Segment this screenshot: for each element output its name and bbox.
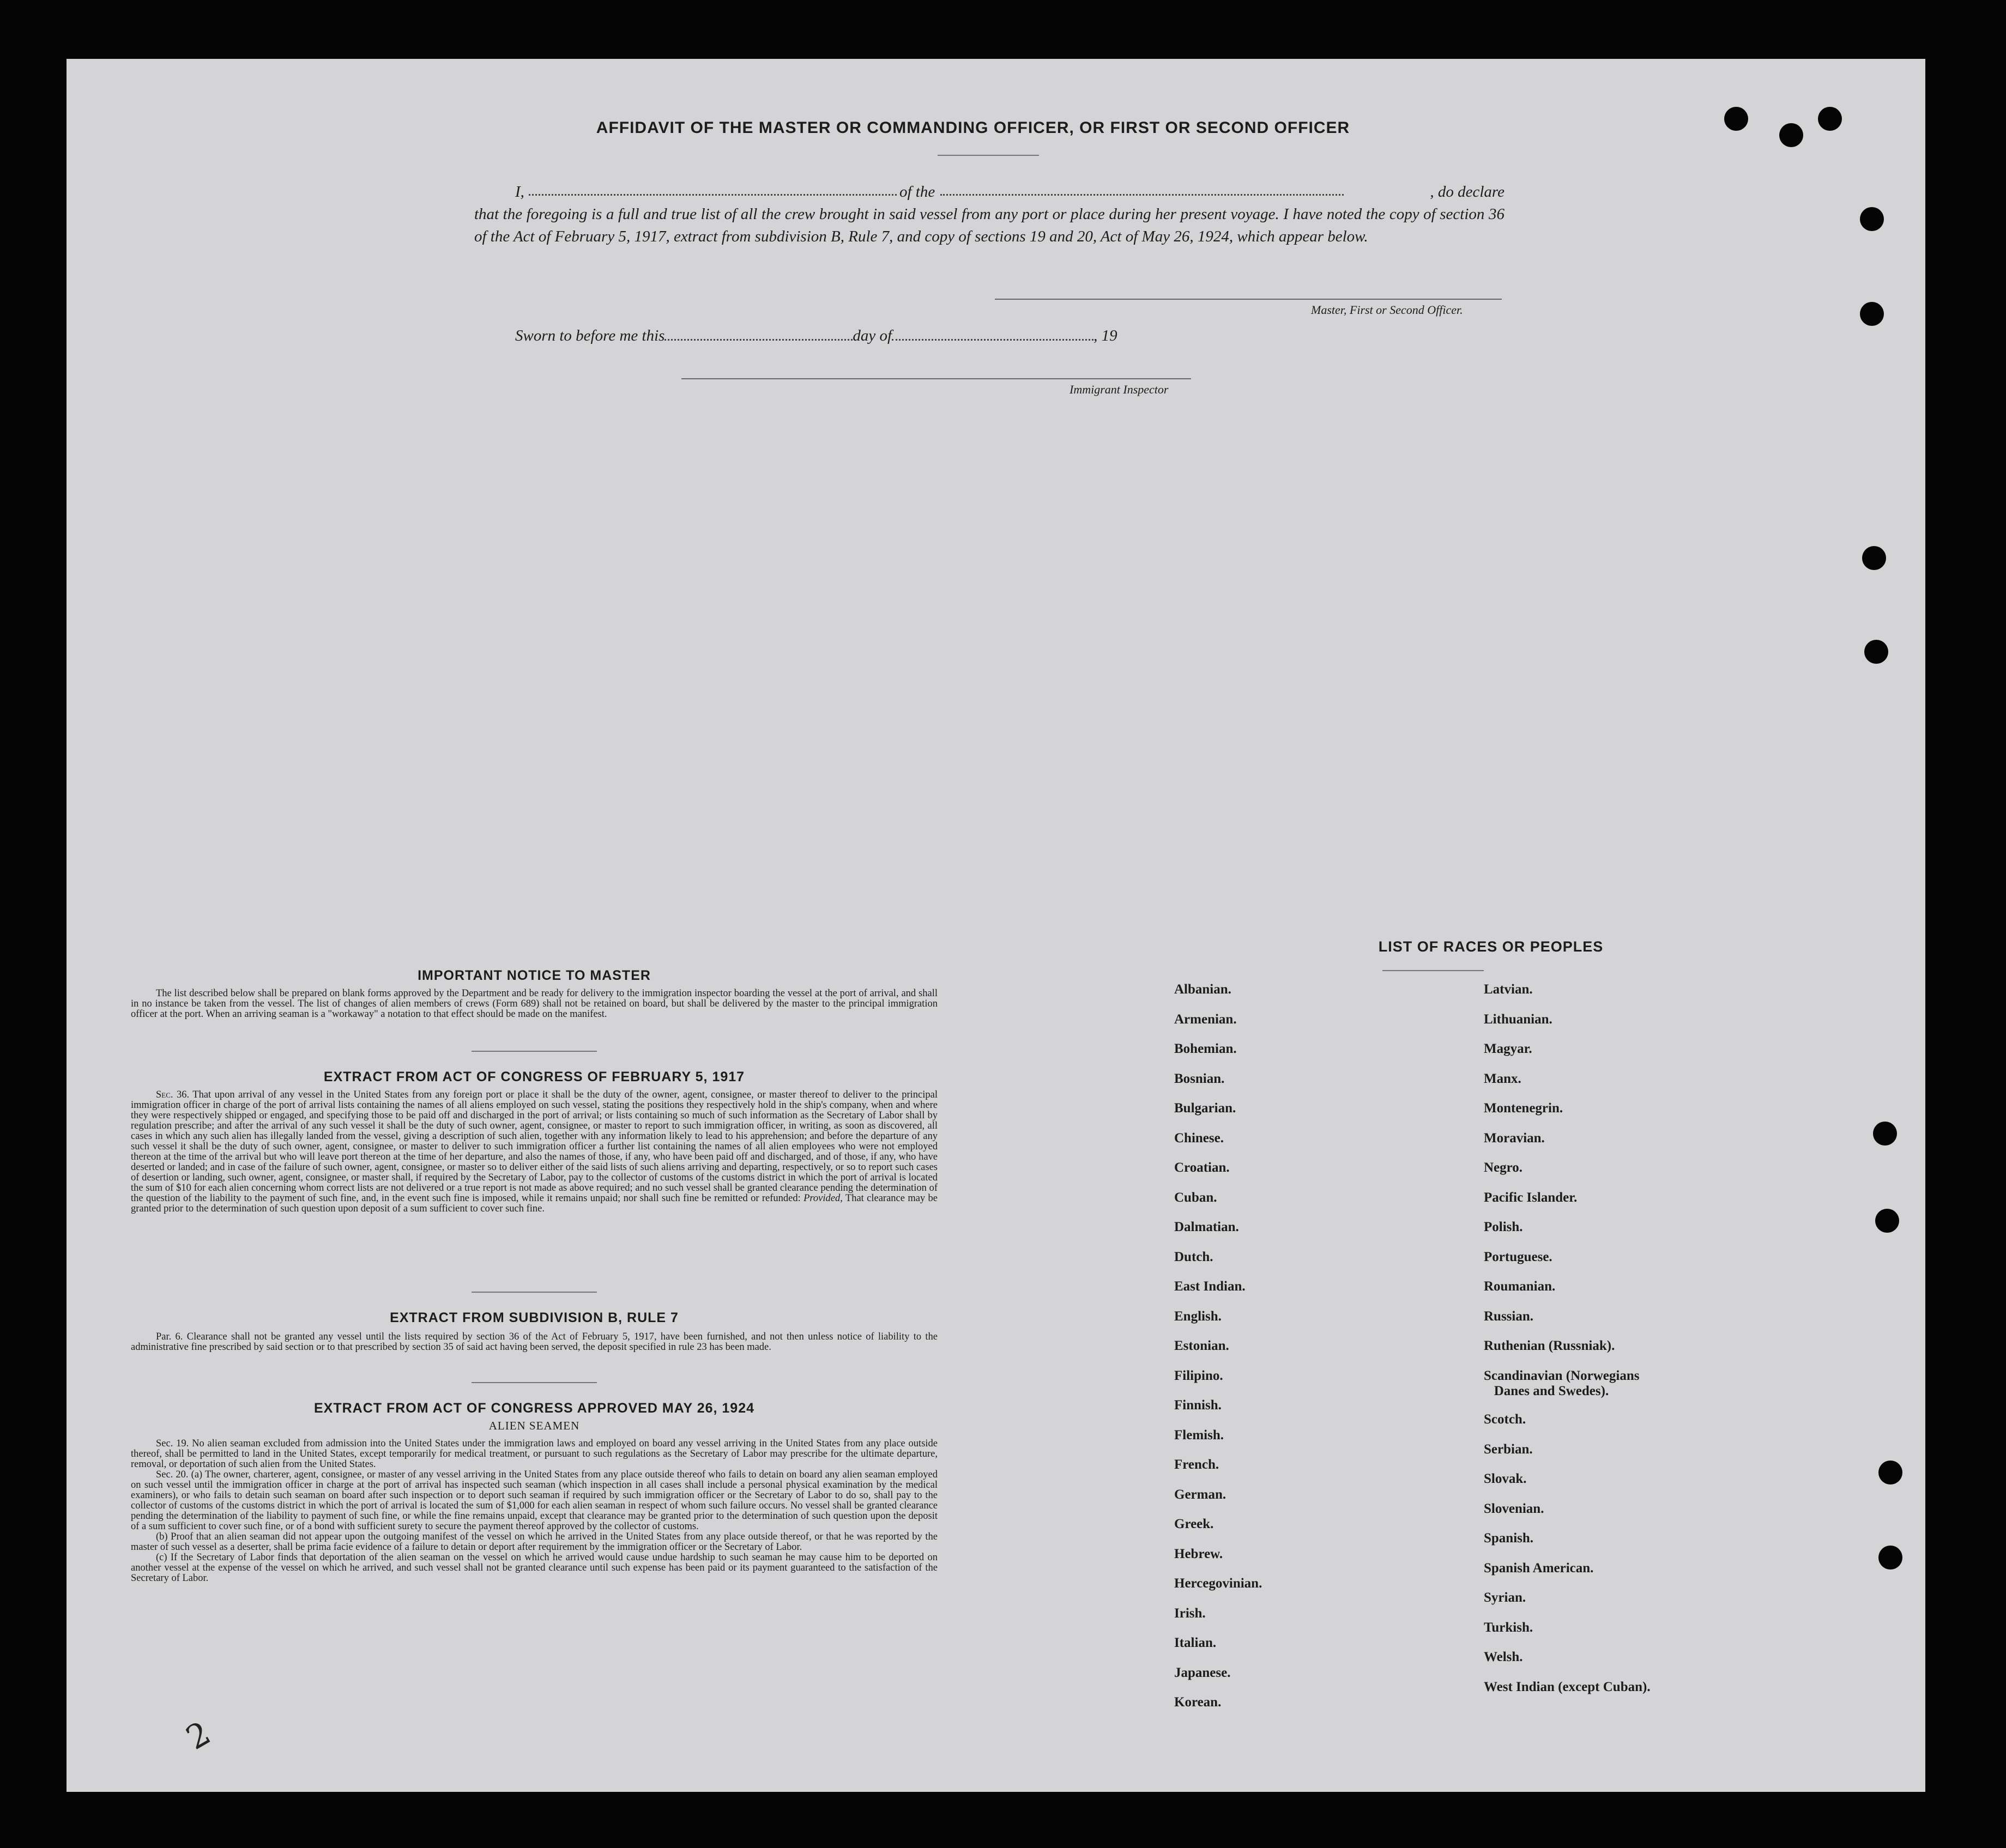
race-item: Portuguese. [1484, 1249, 1552, 1264]
race-item: Lithuanian. [1484, 1011, 1552, 1027]
race-item: Scandinavian (Norwegians Danes and Swedes). [1484, 1368, 1640, 1398]
extract-1924-title: EXTRACT FROM ACT OF CONGRESS APPROVED MAY 26, 1924 [313, 1401, 755, 1416]
sec20c-paragraph: (c) If the Secretary of Labor finds that deportation of the alien seaman on the vessel on which he arrived would cause undue hardship to such seaman he may cause him to be deported on another vessel at the expense of the vessel on which he arrived, and such vessel shall not be granted clearance until such expense has been paid or its payment guaranteed to the satisfaction of the Secretary of Labor. [131, 1552, 938, 1584]
rule7-text [131, 1332, 938, 1353]
inspector-signature-line[interactable] [681, 378, 1191, 379]
race-item: East Indian. [1174, 1279, 1246, 1294]
master-signature-line[interactable] [995, 299, 1502, 300]
alien-seamen-subtitle: ALIEN SEAMEN [488, 1419, 580, 1432]
race-item: French. [1174, 1457, 1219, 1472]
punch-hole [1818, 107, 1842, 131]
punch-hole [1864, 640, 1888, 664]
race-item: Russian. [1484, 1308, 1534, 1324]
sec36-text-end: That clearance may be granted prior to the determination of such question upon deposit of a sum sufficient to cover such fine. [131, 1193, 938, 1214]
race-item: Flemish. [1174, 1427, 1224, 1443]
proviso-word: Provided, [803, 1193, 843, 1204]
sworn-line [515, 327, 1117, 345]
race-item: Pacific Islander. [1484, 1190, 1578, 1205]
vessel-blank[interactable] [940, 194, 1344, 196]
punch-hole [1860, 302, 1884, 326]
race-item: German. [1174, 1487, 1226, 1502]
punch-hole [1724, 107, 1748, 131]
divider [472, 1292, 597, 1293]
race-item: Roumanian. [1484, 1279, 1556, 1294]
sec19-paragraph [131, 1439, 938, 1470]
divider [472, 1051, 597, 1052]
sec36-text: That upon arrival of any vessel in the United States from any foreign port or place it shall be the duty of the owner, agent, consignee, or master thereof to deliver to the principal immigration officer in charge of the port of arrival lists containing the names of all aliens employed on such vessel, stating the positions they respectively hold in the ship's company, when and where they were respectively shipped or engaged, and specifying those to be paid off and discharged in the port of arrival; or lists containing so much of such information as the Secretary of Labor shall by regulation prescribe; and after the arrival of any such vessel it shall be the duty of such owner, agent, consignee, or master to report to such immigration officer, in writing, as soon as discovered, all cases in which any such alien has illegally landed from the vessel, giving a description of such alien, together with any information likely to lead to his apprehension; and before the departure of any such vessel it shall be the duty of such owner, agent, consignee, or master to deliver to such immigration officer a further list containing the names of all alien employees who were not employed thereon at the time of the arrival but who will leave port thereon at the time of her departure, and also the names of those, if any, who have been paid off and discharged, and of those, if any, who have deserted or landed; and in case of the failure of such owner, agent, consignee, or master so to deliver either of the said lists of such aliens arriving and departing, respectively, or so to report such cases of desertion or landing, such owner, agent, consignee, or master shall, if required by the Secretary of Labor, pay to the collector of customs of the customs district in which the port of arrival is located the sum of $10 for each alien concerning whom correct lists are not delivered or a true report is not made as above required; and no such vessel shall be granted clearance pending the determination of the question of the liability to the payment of such fine, and, in the event such fine is imposed, while it remains unpaid; nor shall such fine be remitted or refunded: [131, 1089, 938, 1204]
race-item: Bosnian. [1174, 1071, 1225, 1086]
divider [1382, 970, 1484, 971]
punch-hole [1878, 1546, 1902, 1570]
sec20a-paragraph [131, 1470, 938, 1532]
race-item: Slovak. [1484, 1471, 1527, 1486]
sec19-text: No alien seaman excluded from admission into the United States under the immigration laws and employed on board any vessel arriving in the United States from any place outside thereof, shall be permitted to land in the United States, except temporarily for medical treatment, or pursuant to such regulations as the Secretary of Labor may prescribe for the ultimate departure, removal, or deportation of such alien from the United States. [131, 1438, 938, 1470]
race-item: Serbian. [1484, 1441, 1533, 1457]
notice-title: IMPORTANT NOTICE TO MASTER [418, 968, 651, 983]
race-item: Japanese. [1174, 1665, 1231, 1680]
sworn-day-of: day of [853, 327, 892, 344]
race-item: Spanish American. [1484, 1560, 1594, 1576]
race-item: Chinese. [1174, 1130, 1224, 1146]
race-item: Spanish. [1484, 1531, 1534, 1546]
race-item: Albanian. [1174, 982, 1231, 997]
race-item: Cuban. [1174, 1190, 1217, 1205]
race-item: Syrian. [1484, 1590, 1526, 1605]
race-item: Negro. [1484, 1160, 1523, 1175]
par6-text: Clearance shall not be granted any vessel until the lists required by section 36 of the Act of February 5, 1917, have been furnished, and not then unless notice of liability to the administrative fine prescribed by said section or to that prescribed by section 35 of said act having been served, the deposit specified in rule 23 has been made. [131, 1331, 938, 1353]
race-item: Turkish. [1484, 1620, 1533, 1635]
sworn-prefix: Sworn to before me this [515, 327, 665, 344]
race-item: Italian. [1174, 1635, 1217, 1650]
race-item: Welsh. [1484, 1650, 1523, 1664]
sec36-paragraph [131, 1090, 938, 1214]
race-item: Latvian. [1484, 982, 1533, 997]
race-item: Greek. [1174, 1517, 1214, 1531]
sec19-label: Sec. 19. [156, 1438, 189, 1449]
punch-hole [1860, 207, 1884, 231]
races-title: LIST OF RACES OR PEOPLES [1378, 938, 1604, 955]
affidavit-title: AFFIDAVIT OF THE MASTER OR COMMANDING OFFICER, OR FIRST OR SECOND OFFICER [596, 119, 1350, 137]
sec20b-paragraph: (b) Proof that an alien seaman did not appear upon the outgoing manifest of the vessel on which he arrived in the United States from any place outside thereof, or that he was reported by the master of such vessel as a deserter, shall be prima facie evidence of a failure to detain or deport after requirement by the immigration officer or the Secretary of Labor. [131, 1531, 938, 1553]
race-item: Ruthenian (Russniak). [1484, 1338, 1615, 1353]
race-item: Montenegrin. [1484, 1101, 1563, 1116]
race-item: Dutch. [1174, 1249, 1213, 1264]
race-item: Armenian. [1174, 1011, 1237, 1027]
notice-paragraph: The list described below shall be prepared on blank forms approved by the Department and be ready for delivery to the immigration inspector boarding the vessel at the port of arrival, and shall in no instance be taken from the vessel. The list of changes of alien members of crews (Form 689) shall not be retained on board, but shall be delivered by the master to the principal immigration officer at the port. When an arriving seaman is a "workaway" a notation to that effect should be made on the manifest. [131, 988, 938, 1020]
par6-paragraph [131, 1332, 938, 1353]
inspector-caption: Immigrant Inspector [1070, 383, 1169, 396]
race-item: Polish. [1484, 1220, 1523, 1234]
race-item: Manx. [1484, 1071, 1521, 1086]
punch-hole [1875, 1209, 1899, 1233]
race-item: Korean. [1174, 1695, 1222, 1710]
race-item: Croatian. [1174, 1160, 1230, 1175]
race-item: Slovenian. [1484, 1501, 1544, 1516]
name-blank[interactable] [529, 194, 897, 196]
race-item: Estonian. [1174, 1338, 1229, 1353]
divider [938, 155, 1039, 156]
race-item: Filipino. [1174, 1368, 1223, 1383]
punch-hole [1878, 1461, 1902, 1485]
race-item: Magyar. [1484, 1041, 1532, 1056]
master-caption: Master, First or Second Officer. [1311, 303, 1463, 317]
race-item: Irish. [1174, 1605, 1206, 1621]
race-item: Hercegovinian. [1174, 1576, 1262, 1591]
race-item: Hebrew. [1174, 1546, 1223, 1561]
race-item: Scotch. [1484, 1412, 1526, 1427]
affidavit-first-line [474, 181, 1504, 203]
race-item: Moravian. [1484, 1130, 1545, 1146]
race-item: English. [1174, 1308, 1222, 1324]
punch-hole [1873, 1122, 1897, 1146]
race-item: Bulgarian. [1174, 1101, 1236, 1116]
extract-1924-text [131, 1439, 938, 1584]
divider [472, 1382, 597, 1383]
notice-text [131, 989, 938, 1020]
affidavit-of-the-label: of the [899, 183, 935, 201]
punch-hole [1779, 123, 1803, 147]
sec20a-text: (a) The owner, charterer, agent, consignee, or master of any vessel arriving in the United States from any place outside thereof who fails to detain on board any alien seaman employed on such vessel until the immigration officer in charge at the port of arrival has inspected such seaman (which inspection in all cases shall include a personal physical examination by the medical examiners), or who fails to detain such seaman on board after such inspection or to deport such seaman if required by such immigration officer or the Secretary of Labor to do so, shall pay to the collector of customs of the customs district in which the port of arrival is located the sum of $1,000 for each alien seaman in respect of whom such failure occurs. No vessel shall be granted clearance pending the determination of the liability to payment of such fine, or while the fine remains unpaid, except that clearance may be granted prior to the determination of such question upon the deposit of a sum sufficient to cover such fine, or of a bond with sufficient surety to secure the payment thereof approved by the collector of customs. [131, 1469, 938, 1532]
race-item: Bohemian. [1174, 1041, 1237, 1056]
rule7-title: EXTRACT FROM SUBDIVISION B, RULE 7 [390, 1310, 679, 1325]
par6-label: Par. 6. [156, 1331, 183, 1342]
affidavit-body: that the foregoing is a full and true list of all the crew brought in said vessel from any port or place during her present voyage. I have noted the copy of section 36 of the Act of February 5, 1917, extract from subdivision B, Rule 7, and copy of sections 19 and 20, Act of May 26, 1924, which appear below. [474, 205, 1504, 245]
sec20-label: Sec. 20. [156, 1469, 189, 1480]
race-item: Finnish. [1174, 1398, 1222, 1413]
affidavit-declare-label: , do declare [1430, 183, 1504, 201]
extract-1917-title: EXTRACT FROM ACT OF CONGRESS OF FEBRUARY 5, 1917 [323, 1069, 745, 1084]
race-item: Dalmatian. [1174, 1220, 1239, 1234]
day-blank[interactable] [664, 339, 853, 341]
affidavit-text [474, 181, 1504, 248]
sworn-year: , 19 [1093, 327, 1117, 344]
affidavit-i-label: I, [515, 183, 524, 201]
month-blank[interactable] [892, 339, 1093, 341]
sec36-label: Sec. 36. [156, 1089, 190, 1100]
extract-1917-text [131, 1090, 938, 1214]
race-item: West Indian (except Cuban). [1484, 1679, 1651, 1694]
handwritten-mark: 2 [180, 1714, 217, 1758]
punch-hole [1862, 546, 1886, 570]
